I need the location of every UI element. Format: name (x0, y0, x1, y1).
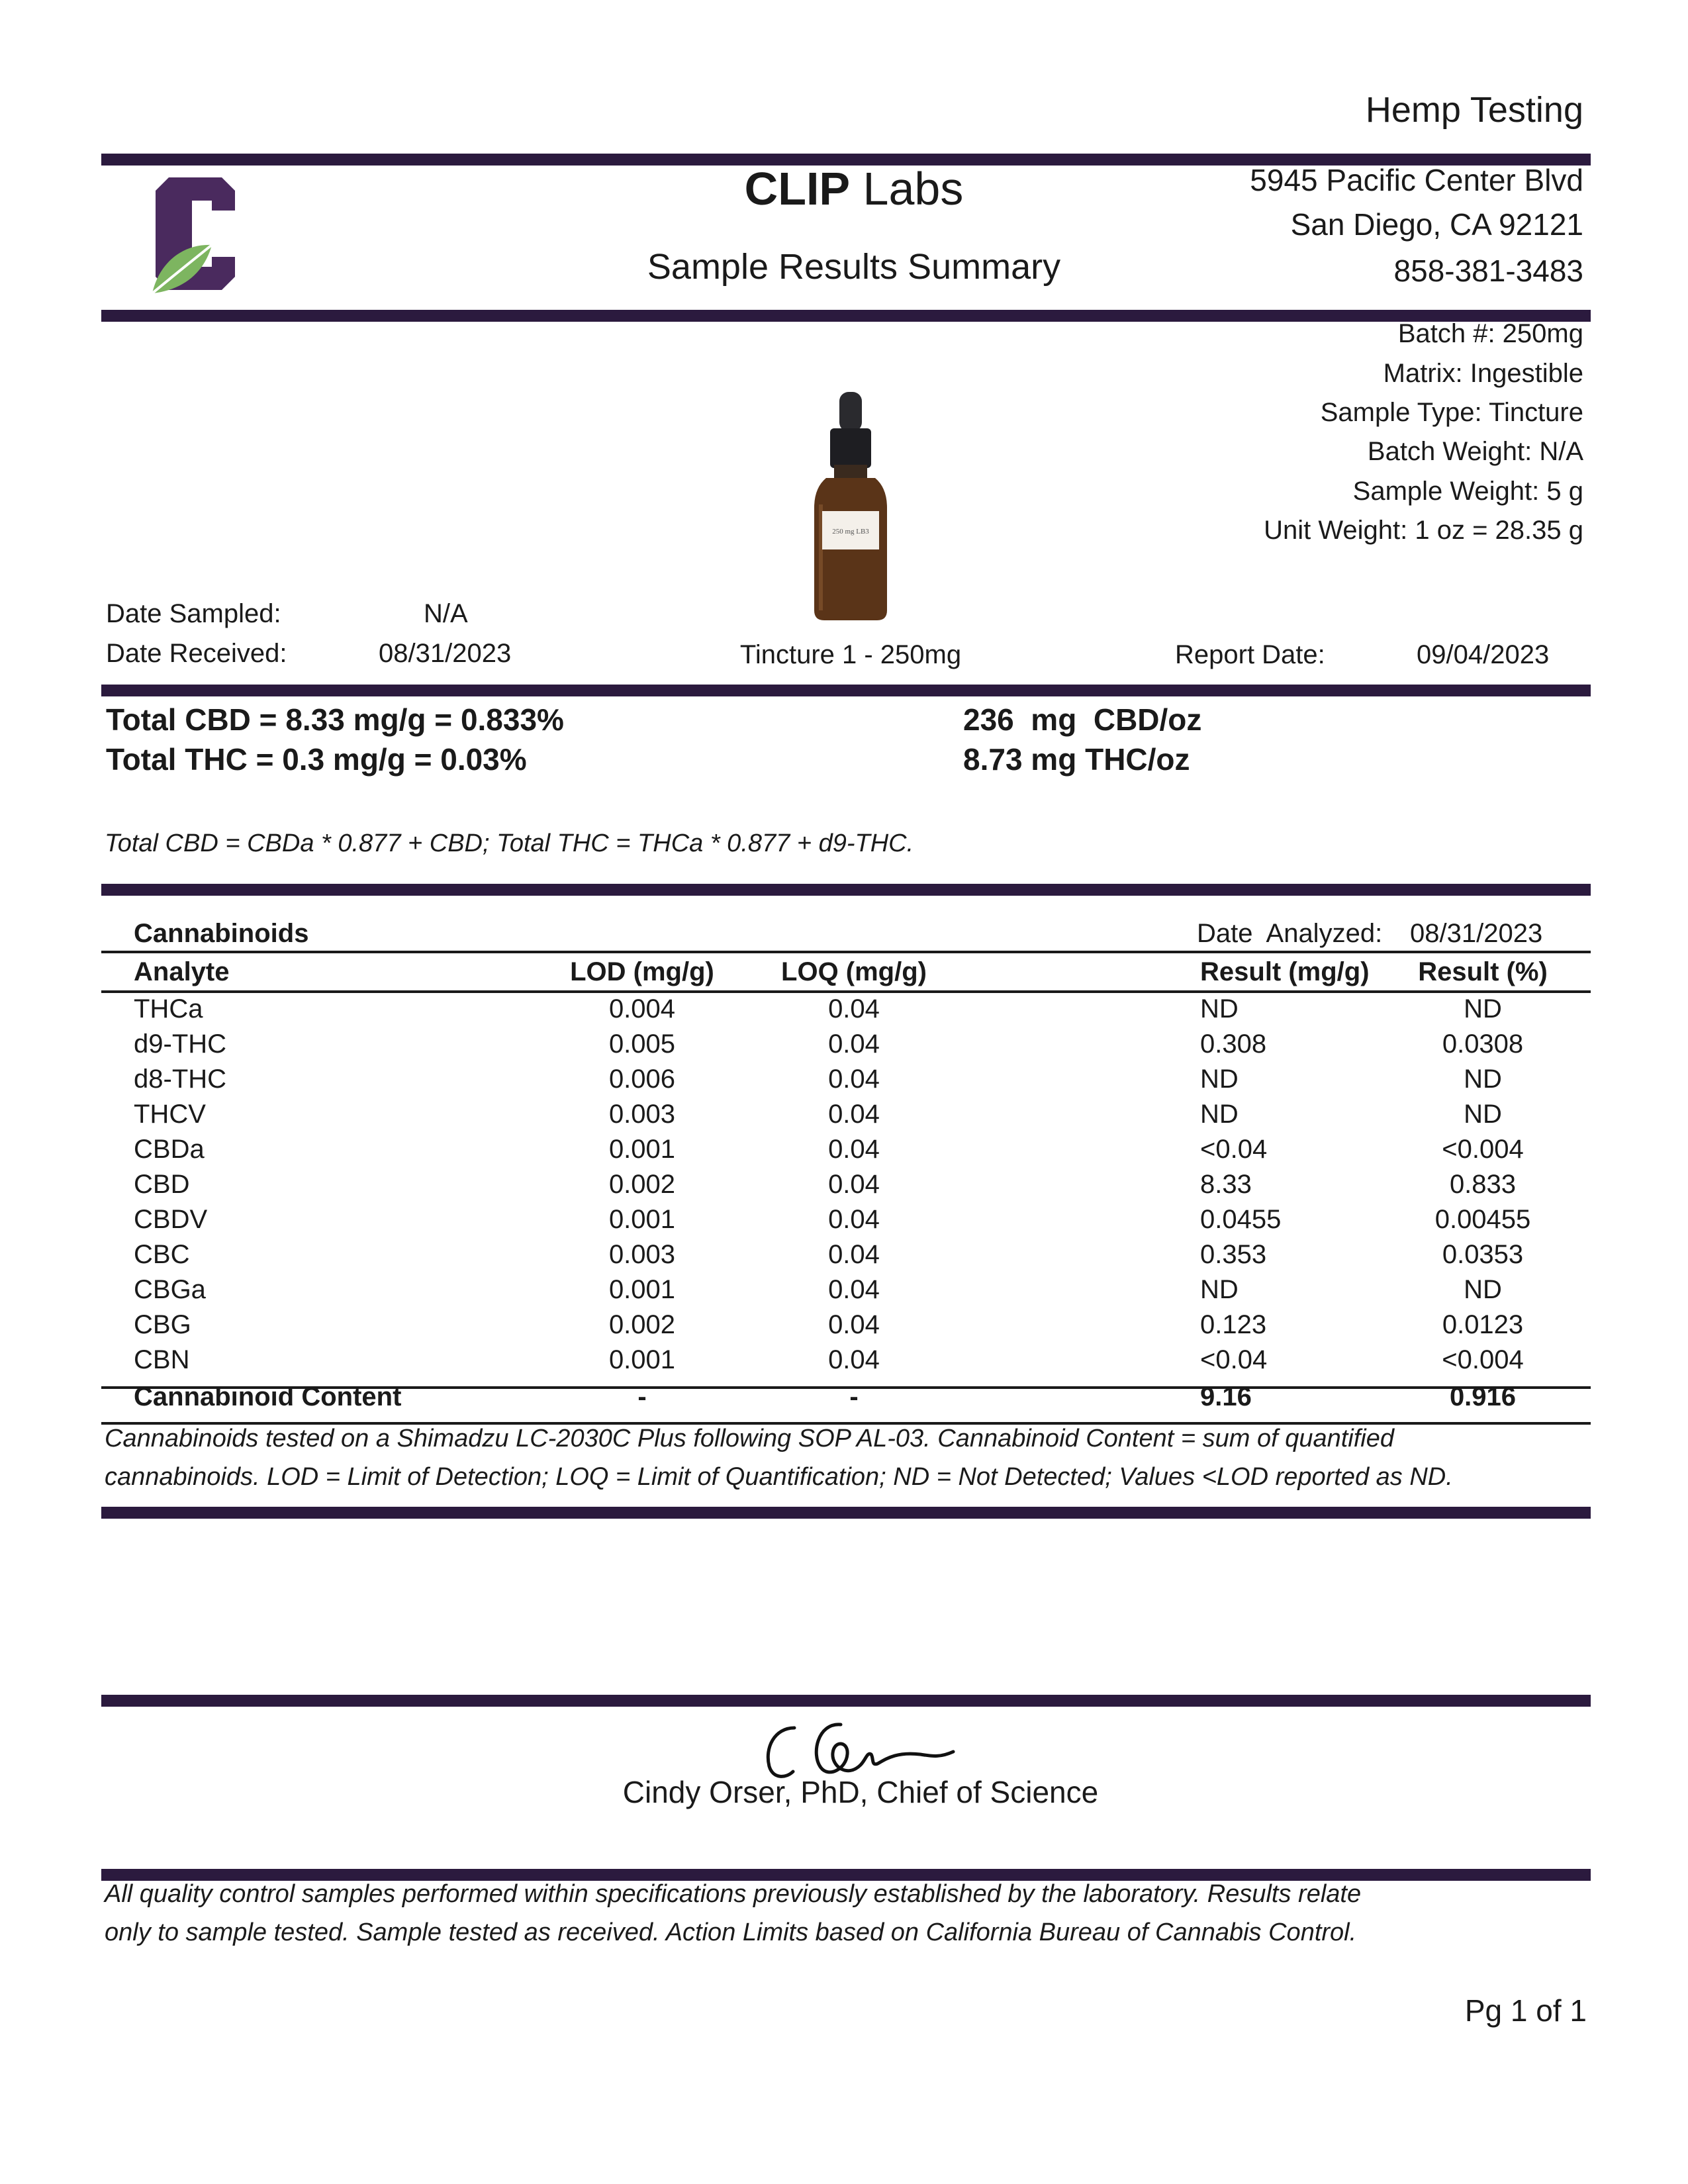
result-mg-cell: ND (1200, 994, 1239, 1023)
table-row (0, 1275, 1688, 1310)
result-mg-cell: 0.308 (1200, 1029, 1267, 1059)
table-row (0, 1310, 1688, 1345)
table-row (0, 1345, 1688, 1380)
lod-cell: 0.001 (608, 1135, 676, 1164)
batch-weight: Batch Weight: N/A (1367, 437, 1583, 466)
report-date-value: 09/04/2023 (1417, 640, 1550, 669)
totals-formula-note: Total CBD = CBDa * 0.877 + CBD; Total THC = THCa * 0.877 + d9-THC. (105, 830, 914, 857)
result-mg-cell: ND (1200, 1275, 1239, 1304)
method-note-line2: cannabinoids. LOD = Limit of Detection; LOQ = Limit of Quantification; ND = Not Detected; Values <LOD reported as ND. (105, 1463, 1453, 1491)
loq-cell: 0.04 (828, 1065, 880, 1094)
lod-cell: 0.002 (608, 1310, 676, 1339)
table-row (0, 1240, 1688, 1275)
result-pct-cell: 0.0308 (1442, 1029, 1524, 1059)
result-mg-cell: ND (1200, 1100, 1239, 1129)
total-thc: Total THC = 0.3 mg/g = 0.03% (106, 742, 527, 777)
loq-cell: 0.04 (828, 994, 880, 1023)
date-received-value: 08/31/2023 (379, 639, 512, 668)
sample-weight: Sample Weight: 5 g (1352, 477, 1583, 506)
result-pct-cell: ND (1464, 1065, 1502, 1094)
cannabinoid-content-row (0, 1382, 1688, 1417)
footer-divider (101, 1869, 1591, 1881)
notes-divider (101, 1507, 1591, 1519)
header-result-mg: Result (mg/g) (1200, 957, 1370, 986)
header-result-pct: Result (%) (1418, 957, 1548, 986)
lod-cell: 0.001 (608, 1345, 676, 1374)
result-pct-cell: <0.004 (1442, 1345, 1524, 1374)
bottle-label-text: 250 mg LB3 (832, 528, 869, 536)
table-row (0, 1100, 1688, 1135)
lod-cell: 0.001 (608, 1275, 676, 1304)
table-row (0, 1170, 1688, 1205)
thc-per-oz: 8.73 mg THC/oz (963, 742, 1190, 777)
result-mg-cell: ND (1200, 1065, 1239, 1094)
table-row (0, 994, 1688, 1029)
date-analyzed-value: 08/31/2023 (1410, 919, 1543, 948)
product-name: Tincture 1 - 250mg (739, 640, 962, 669)
result-mg-cell: <0.04 (1200, 1345, 1268, 1374)
result-pct-cell: 0.00455 (1434, 1205, 1531, 1234)
cbd-per-oz: 236 mg CBD/oz (963, 702, 1202, 737)
loq-cell: 0.04 (828, 1345, 880, 1374)
lod-cell: 0.003 (608, 1240, 676, 1269)
result-pct-cell: ND (1464, 1100, 1502, 1129)
analyte-cell: d9-THC (134, 1029, 227, 1059)
loq-cell: 0.04 (828, 1205, 880, 1234)
batch-number: Batch #: 250mg (1397, 319, 1583, 348)
sample-type: Sample Type: Tincture (1320, 398, 1583, 427)
lod-cell: 0.006 (608, 1065, 676, 1094)
analyte-cell: CBN (134, 1345, 190, 1374)
analyte-cell: CBDV (134, 1205, 208, 1234)
table-rule-header (101, 990, 1591, 993)
report-category: Hemp Testing (1365, 90, 1583, 130)
total-loq-cell: - (849, 1382, 859, 1411)
header-analyte: Analyte (134, 957, 230, 986)
result-pct-cell: <0.004 (1442, 1135, 1524, 1164)
table-rule-top (101, 951, 1591, 953)
clip-labs-logo-icon (149, 171, 242, 297)
analyte-cell: CBD (134, 1170, 190, 1199)
date-sampled-label: Date Sampled: (106, 599, 281, 628)
signer-name: Cindy Orser, PhD, Chief of Science (622, 1775, 1099, 1809)
report-subtitle: Sample Results Summary (647, 247, 1061, 287)
header-lod: LOD (mg/g) (570, 957, 714, 986)
loq-cell: 0.04 (828, 1310, 880, 1339)
address-line1: 5945 Pacific Center Blvd (1250, 163, 1583, 197)
address-line2: San Diego, CA 92121 (1290, 207, 1583, 242)
total-lod-cell: - (637, 1382, 647, 1411)
table-row (0, 1065, 1688, 1100)
lab-name (662, 162, 1046, 215)
analyte-cell: CBC (134, 1240, 190, 1269)
loq-cell: 0.04 (828, 1029, 880, 1059)
result-pct-cell: 0.0353 (1442, 1240, 1524, 1269)
result-pct-cell: ND (1464, 1275, 1502, 1304)
loq-cell: 0.04 (828, 1275, 880, 1304)
analyte-cell: THCV (134, 1100, 206, 1129)
method-note-line1: Cannabinoids tested on a Shimadzu LC-2030C Plus following SOP AL-03. Cannabinoid Content = sum of quantified (105, 1425, 1395, 1452)
analyte-cell: THCa (134, 994, 203, 1023)
result-mg-cell: 0.123 (1200, 1310, 1267, 1339)
loq-cell: 0.04 (828, 1135, 880, 1164)
result-pct-cell: 0.833 (1449, 1170, 1517, 1199)
lab-name-bold: CLIP (744, 163, 851, 214)
header-divider-bottom (101, 310, 1591, 322)
result-pct-cell: 0.0123 (1442, 1310, 1524, 1339)
date-sampled-value: N/A (424, 599, 468, 628)
analyte-cell: CBDa (134, 1135, 205, 1164)
result-pct-cell: ND (1464, 994, 1502, 1023)
table-row (0, 1205, 1688, 1240)
table-header-row (0, 957, 1688, 992)
lod-cell: 0.005 (608, 1029, 676, 1059)
disclaimer-line1: All quality control samples performed within specifications previously established by the laboratory. Results relate (105, 1880, 1362, 1908)
page-number: Pg 1 of 1 (1464, 1993, 1587, 2028)
result-mg-cell: <0.04 (1200, 1135, 1268, 1164)
table-row (0, 1135, 1688, 1170)
phone-number: 858-381-3483 (1393, 254, 1583, 288)
disclaimer-line2: only to sample tested. Sample tested as received. Action Limits based on California Bureau of Cannabis Control. (105, 1919, 1357, 1946)
totals-divider (101, 685, 1591, 696)
result-mg-cell: 0.0455 (1200, 1205, 1282, 1234)
result-mg-cell: 0.353 (1200, 1240, 1267, 1269)
total-cbd: Total CBD = 8.33 mg/g = 0.833% (106, 702, 564, 737)
total-result-pct-cell: 0.916 (1449, 1382, 1517, 1411)
analyte-cell: d8-THC (134, 1065, 227, 1094)
date-received-label: Date Received: (106, 639, 287, 668)
loq-cell: 0.04 (828, 1100, 880, 1129)
matrix: Matrix: Ingestible (1383, 359, 1583, 388)
cannabinoids-divider (101, 884, 1591, 896)
analyte-cell: CBGa (134, 1275, 206, 1304)
result-mg-cell: 8.33 (1200, 1170, 1252, 1199)
lod-cell: 0.001 (608, 1205, 676, 1234)
date-analyzed-label: Date Analyzed: (1197, 919, 1383, 948)
report-date-label: Report Date: (1175, 640, 1325, 669)
cannabinoids-title: Cannabinoids (134, 919, 309, 948)
unit-weight: Unit Weight: 1 oz = 28.35 g (1264, 516, 1583, 545)
lod-cell: 0.003 (608, 1100, 676, 1129)
lod-cell: 0.004 (608, 994, 676, 1023)
total-analyte-cell: Cannabinoid Content (134, 1382, 402, 1411)
lab-name-rest: Labs (850, 163, 964, 214)
analyte-cell: CBG (134, 1310, 191, 1339)
tincture-bottle-photo-icon (808, 392, 894, 620)
header-loq: LOQ (mg/g) (781, 957, 927, 986)
total-result-mg-cell: 9.16 (1200, 1382, 1252, 1411)
table-row (0, 1029, 1688, 1065)
loq-cell: 0.04 (828, 1240, 880, 1269)
signature-divider-top (101, 1695, 1591, 1707)
lod-cell: 0.002 (608, 1170, 676, 1199)
loq-cell: 0.04 (828, 1170, 880, 1199)
